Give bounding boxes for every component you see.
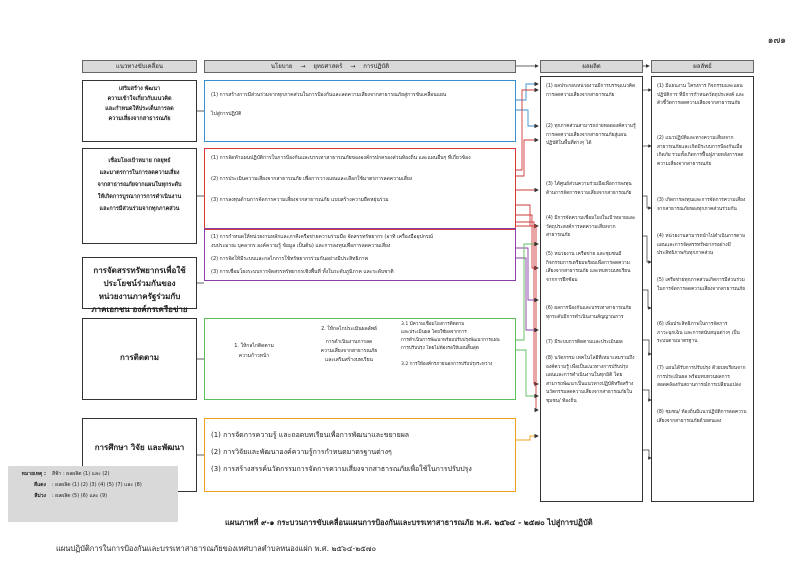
monitoring-text: 1. ให้กลไกติดตาม [234, 343, 274, 349]
research-item: (3) การสร้างสรรค์นวัตกรรมการจัดการความเสี่ยงจากสาธารณภัยเพื่อใช้ในการปรับปรุง [211, 465, 472, 473]
approach-3-line: หน่วยงานภาครัฐร่วมกับ [98, 292, 181, 301]
arrow-icon: → [350, 63, 356, 70]
research-item: (2) การวิจัยและพัฒนาองค์ความรู้การกำหนดมาตรฐานต่างๆ [211, 448, 392, 456]
policy-item: (3) การลงทุนด้านการจัดการความเสี่ยงจากสาธารณภัย แบบสร้างความยืดหยุ่นร่วม [211, 197, 389, 203]
legend-text: ผลผลิต (1) และ (2) [66, 471, 110, 477]
purple-wire [516, 258, 538, 330]
approach-3-line: ภาคเอกชน องค์กรเครือข่าย [91, 305, 188, 314]
header-output: ผลผลิต [540, 60, 643, 73]
approach-3-line: การจัดสรรทรัพยากรเพื่อใช้ [93, 266, 186, 275]
header-policy: นโยบาย [270, 63, 293, 70]
output-item: (8) นวัตกรรม เทคโนโลยีที่เหมาะสมรวมถึงองค์ความรู้ เพื่อเป็นแนวทางการปรับปรุงแผนและการดำเนินงานในทุกมิติ โดยสามารถพัฒนาเป็นแนวทางปฏิบัติหรือสร้างนวัตกรรมลดความเสี่ยงจากสาธารณภัยในชุมชน/ ท้องถิ่น [546, 356, 635, 404]
output-item: (4) มีการจัดความเชื่อมโยงในเป้าหมายและวัตถุประสงค์การลดความเสี่ยงจากสาธารณภัย [546, 216, 636, 239]
monitoring-text: ความเสี่ยงจากสาธารณภัย [320, 348, 378, 354]
policy-item: (2) การประเมินความเสี่ยงจากสาธารณภัย เพื่อการวางแผนและเลือกใช้มาตรการลดความเสี่ยง [211, 176, 413, 182]
legend-text: ผลผลิต (5) (6) และ (9) [55, 493, 108, 499]
legend [8, 466, 178, 522]
research-item: (1) การจัดการความรู้ และถอดบทเรียนเพื่อการพัฒนาและขยายผล [211, 431, 410, 439]
legend-row: หมายเหตุ : สีฟ้า : ผลผลิต (1) และ (2) [12, 469, 174, 480]
red-wire [516, 215, 538, 268]
outcome-item: (4) หน่วยงานสามารถนำไปดำเนินการตามแผนและการจัดสรรทรัพยากรอย่างมีประสิทธิภาพกับทุกภาคส่วน [657, 234, 746, 257]
figure-caption: แผนภาพที่ ๙-๑ กระบวนการขับเคลื่อนแผนการป้องกันและบรรเทาสาธารณภัย พ.ศ. ๒๕๖๔ - ๒๕๗๐ ไปสู่การปฏิบัติ [225, 518, 593, 527]
approach-1-line: และกำหนดให้ประเด็นการลด [105, 106, 174, 112]
outcome-item: (8) ชุมชน/ ท้องถิ่นมีแนวปฏิบัติการลดความเสี่ยงจากสาธารณภัยด้วยตนเอง [657, 410, 747, 424]
policy-item: ไปสู่การปฏิบัติ [211, 111, 242, 117]
output-item: (7) มีระบบการติดตามและประเมินผล [546, 340, 623, 345]
monitoring-text: การปรับปรุง โดยไม่ต้องรอให้แผนสิ้นสุด [401, 346, 479, 351]
policy-item: (1) การสร้างการมีส่วนร่วมจากทุกภาคส่วนในการป้องกันและลดความเสี่ยงจากสาธารณภัยสู่การขับเคลื่อนแผน [211, 92, 447, 98]
outcome-item: (1) มีแผนงาน โครงการ กิจกรรมและแผนปฏิบัติการ ที่มีการกำหนดวัตถุประสงค์ และตัวชี้วัดการลดความเสี่ยงจากสาธารณภัย [657, 84, 745, 107]
approach-2-line: และการมีส่วนร่วมจากทุกภาคส่วน [99, 206, 180, 212]
output-outcome-wire [643, 196, 651, 208]
legend-text: ผลผลิต (1) (2) (3) (4) (5) (7) และ (8) [55, 482, 142, 488]
output-outcome-wire [643, 236, 651, 262]
approach-5-line: การศึกษา วิจัย และพัฒนา [94, 443, 185, 452]
legend-color-label: สีม่วง [34, 493, 46, 499]
policy-item: (1) การกำหนดให้หน่วยงานหลักและภาคีเครือข่ายความร่วมมือ จัดสรรทรัพยากร (อาทิ เครื่องมืออุปกรณ์ [211, 234, 434, 240]
approach-2-line: เชื่อมโยงเป้าหมาย กลยุทธ์ [108, 158, 171, 164]
approach-2-line: ให้เกิดการบูรณาการการดำเนินงาน [97, 194, 182, 200]
outcome-item: (5) เครือข่ายทุกภาคส่วนเกิดการมีส่วนร่วมในการจัดการลดความเสี่ยงจากสาธารณภัย [657, 278, 746, 292]
output-outcome-wire [643, 450, 651, 458]
legend-color-label: สีแดง [34, 482, 46, 488]
legend-title: หมายเหตุ : [21, 471, 46, 477]
blue-wire [516, 84, 538, 100]
output-item: (6) ผลการป้องกันและบรรเทาสาธารณภัยทุกระดับมีการดำเนินงานสัญญาณการ [546, 306, 632, 320]
legend-row: สีแดง : ผลผลิต (1) (2) (3) (4) (5) (7) และ (8) [12, 480, 174, 491]
monitoring-text: ความก้าวหน้า [238, 353, 270, 359]
red-wire [516, 222, 538, 384]
red-wire [516, 205, 538, 226]
header-strategy: ยุทธศาสตร์ [313, 63, 343, 70]
policy-item: งบประมาณ บุคลากร องค์ความรู้ ข้อมูล เป็นต้น) และการลงทุนเพื่อการลดความเสี่ยง [211, 243, 391, 249]
monitoring-text: 3.1 มีความเชื่อมโยงการติดตาม [401, 322, 465, 327]
outcome-item: (2) แนวปฏิบัติและทางความเสี่ยงจากสาธารณภัยและเกิดมีระบบการป้องกันเมื่อเกิดภัย รวมทั้งเกิดการฟื้นฟูภายหลังการลดความเสี่ยงจากสาธารณภัย [657, 136, 744, 167]
outcome-item: (7) แผนได้รับการปรับปรุง ด้วยบทเรียนจากการประเมินผล พร้อมทบทวนผลการสอดคล้องกับสถานการณ์การเปลี่ยนแปลง [657, 366, 746, 389]
output-outcome-wire [643, 340, 651, 354]
red-wire [516, 226, 538, 410]
approach-4-line: การติดตาม [120, 353, 159, 362]
approach-3-line: ประโยชน์ร่วมกันของ [103, 279, 176, 288]
approach-2-line: และมาตรการในการลดความเสี่ยง [99, 170, 180, 176]
header-approach: แนวทางขับเคลื่อน [82, 60, 197, 73]
output-outcome-wire [643, 290, 651, 308]
green-wire [516, 350, 538, 396]
monitoring-text: และประเมินผล โดยใช้ผลจากการ [401, 330, 467, 335]
policy-item: (1) การจัดทำแผนปฏิบัติการในการป้องกันและบรรเทาสาธารณภัยขององค์กรปกครองส่วนท้องถิ่น และแผนอื่นๆ ที่เกี่ยวข้อง [211, 155, 471, 161]
output-item: (3) ได้ศูนย์ส่วนความร่วมมือเพื่อการลงทุนด้านการจัดการความเสี่ยงจากสาธารณภัย [546, 182, 632, 196]
monitoring-text: 3.2 การให้องค์กรภายนอกการปรับปรุงระหว่าง [401, 362, 493, 367]
approach-1-line: เสริมสร้าง พัฒนา [118, 86, 161, 92]
red-wire [516, 90, 538, 170]
approach-1-line: ความเข้าใจเกี่ยวกับแนวคิด [107, 96, 172, 102]
policy-item: (3) การเชื่อมโยงระบบการจัดสรรทรัพยากรเชิงพื้นที่ ทั้งในระดับภูมิภาค และระดับชาติ [211, 269, 394, 275]
output-outcome-wire [643, 390, 651, 400]
outcome-item: (3) เกิดการลงทุนและการจัดการความเสี่ยงจากสาธารณภัยของทุกภาคส่วนร่วมกัน [657, 198, 746, 212]
header-outcome: ผลลัพธ์ [651, 60, 754, 73]
monitoring-text: การดำเนินการพัฒนาพร้อมปรับปรุงพัฒนาการแผน [401, 338, 500, 343]
legend-color-label: สีฟ้า [52, 471, 62, 477]
page-footer: แผนปฏิบัติการในการป้องกันและบรรเทาสาธารณภัยของเทศบาลตำบลหนองแฝก พ.ศ. ๒๕๖๔-๒๕๗๐ [56, 544, 377, 553]
red-wire [516, 140, 538, 176]
page-number: ๑๗๑ [767, 36, 786, 46]
monitoring-text: 2. ให้กลไกประเมินผลลัพธ์ [320, 326, 378, 332]
header-practice: การปฏิบัติ [363, 63, 390, 70]
monitoring-text: การดำเนินงานการลด [325, 339, 373, 345]
orange-wire [516, 436, 538, 440]
blue-wire [516, 110, 538, 126]
arrow-icon: → [300, 63, 306, 70]
legend-row: สีม่วง : ผลผลิต (5) (6) และ (9) [12, 491, 174, 502]
output-item: (1) ผลประกอบหน่วยงานมีการบรรจุแนวคิดการลดความเสี่ยงจากสาธารณภัย [546, 84, 636, 98]
output-item: (2) ทุกภาคส่วนสามารถถ่ายทอดองค์ความรู้การลดความเสี่ยงจากสาธารณภัยสู่แผนปฏิบัติในพื้นที่ต่างๆ ได้ [546, 124, 636, 147]
outcome-item: (6) เพิ่มประสิทธิภาพในการจัดการภาวะฉุกเฉิน และการสนับสนุนต่างๆ เป็นระบบตามมาตรฐาน [657, 322, 740, 345]
policy-item: (2) การจัดให้มีระบบและกลไกการใช้ทรัพยากรร่วมกันอย่างมีประสิทธิภาพ [211, 256, 368, 262]
monitoring-text: และเสริมสร้างบทเรียน [325, 357, 373, 363]
output-item: (5) หน่วยงาน เครือข่าย และชุมชนมีกิจกรรมการเตรียมพร้อมเพื่อการลดความเสี่ยงจากสาธารณภัย และทบทวนบทเรียนจากการฝึกซ้อม [546, 252, 631, 283]
purple-wire [516, 248, 538, 300]
approach-2-line: จากสาธารณภัยจากแผนในทุกระดับ [97, 182, 182, 188]
approach-1-line: ความเสี่ยงจากสาธารณภัย [108, 116, 171, 122]
